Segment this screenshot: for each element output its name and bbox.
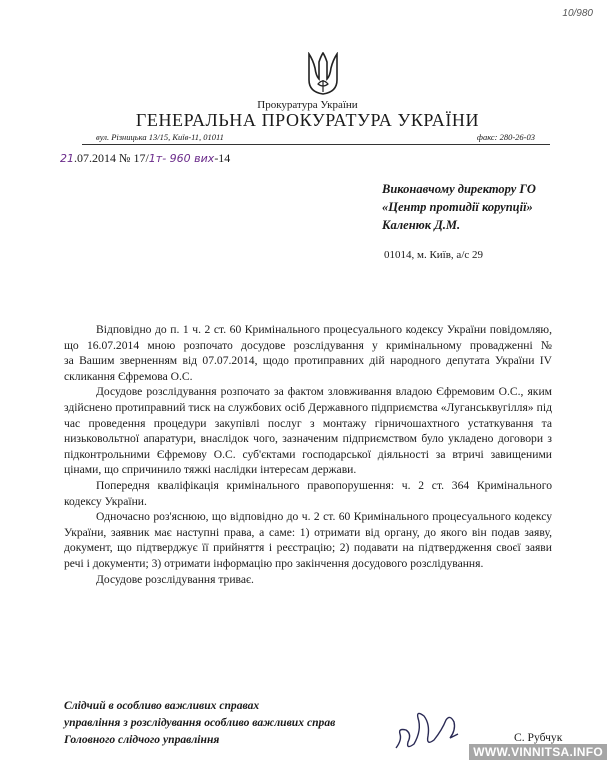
signatory-block xyxy=(64,697,335,748)
recipient-line-2: «Центр протидії корупції» xyxy=(382,200,533,214)
reference-line xyxy=(60,151,230,166)
corner-note: 10/980 xyxy=(562,8,593,19)
signatory-line-3: Головного слідчого управління xyxy=(64,733,220,746)
header-divider xyxy=(82,144,550,145)
org-fax: факс: 280-26-03 xyxy=(476,132,535,142)
reference-day: 21 xyxy=(60,152,74,165)
handwritten-signature-icon xyxy=(388,700,478,760)
reference-suffix: -14 xyxy=(214,151,231,165)
reference-date: .07.2014 № 17/ xyxy=(74,151,149,165)
paragraph-2: Досудове розслідування розпочато за фактом зловживання владою Єфремовим О.С., яким здійснено протиправний тиск на службових осіб Державного підприємства «Луганськвугілля» під час проведення процедури закупівлі послуг з монтажу гірничошахтного устаткування та низьковольтної апаратури, внаслідок чого, зазначеним підприємством було укладено договори з підконтрольними Єфремову О.С. суб'єктами господарської діяльності за втричі завищеними цінами, що спричинило тяжкі наслідки інтересам держави. xyxy=(64,385,552,477)
recipient-address: 01014, м. Київ, а/с 29 xyxy=(384,249,484,261)
paragraph-3: Попередня кваліфікація кримінального правопорушення: ч. 2 ст. 364 Кримінального кодексу України. xyxy=(64,478,552,508)
trident-emblem-icon xyxy=(306,52,340,96)
paragraph-4: Одночасно роз'яснюю, що відповідно до ч. 2 ст. 60 Кримінального процесуального кодексу України, заявник має наступні права, а саме: 1) отримати від органу, до якого він подав заяву, документ, що підтверджує її прийняття і реєстрацію; 2) подавати на підтвердження своєї заяви речі і документи; 3) отримати інформацію про закінчення досудового розслідування. xyxy=(64,510,552,570)
org-subtitle: Прокуратура України xyxy=(257,99,358,111)
org-title: ГЕНЕРАЛЬНА ПРОКУРАТУРА УКРАЇНИ xyxy=(135,110,480,130)
signatory-line-1: Слідчий в особливо важливих справах xyxy=(64,699,260,712)
org-address: вул. Різницька 13/15, Київ-11, 01011 xyxy=(96,132,224,142)
recipient-block xyxy=(382,180,536,234)
signatory-line-2: управління з розслідування особливо важливих справ xyxy=(64,716,336,729)
recipient-line-3: Каленюк Д.М. xyxy=(382,218,461,232)
reference-handwritten-number: 1т- 960 вих xyxy=(148,152,215,165)
letter-body xyxy=(64,322,610,587)
recipient-line-1: Виконавчому директору ГО xyxy=(382,182,536,196)
signatory-name: С. Рубчук xyxy=(514,731,563,744)
paragraph-1: Відповідно до п. 1 ч. 2 ст. 60 Кримінального процесуального кодексу України повідомляю, що 16.07.2014 мною розпочато досудове розслідування у кримінальному провадженні № за Вашим зверненням від 07.07.2014, щодо протиправних дій народного депутата України IV скликання Єфремова О.С. xyxy=(64,323,610,383)
paragraph-5: Досудове розслідування триває. xyxy=(96,572,254,586)
site-watermark: WWW.VINNITSA.INFO xyxy=(469,744,607,760)
